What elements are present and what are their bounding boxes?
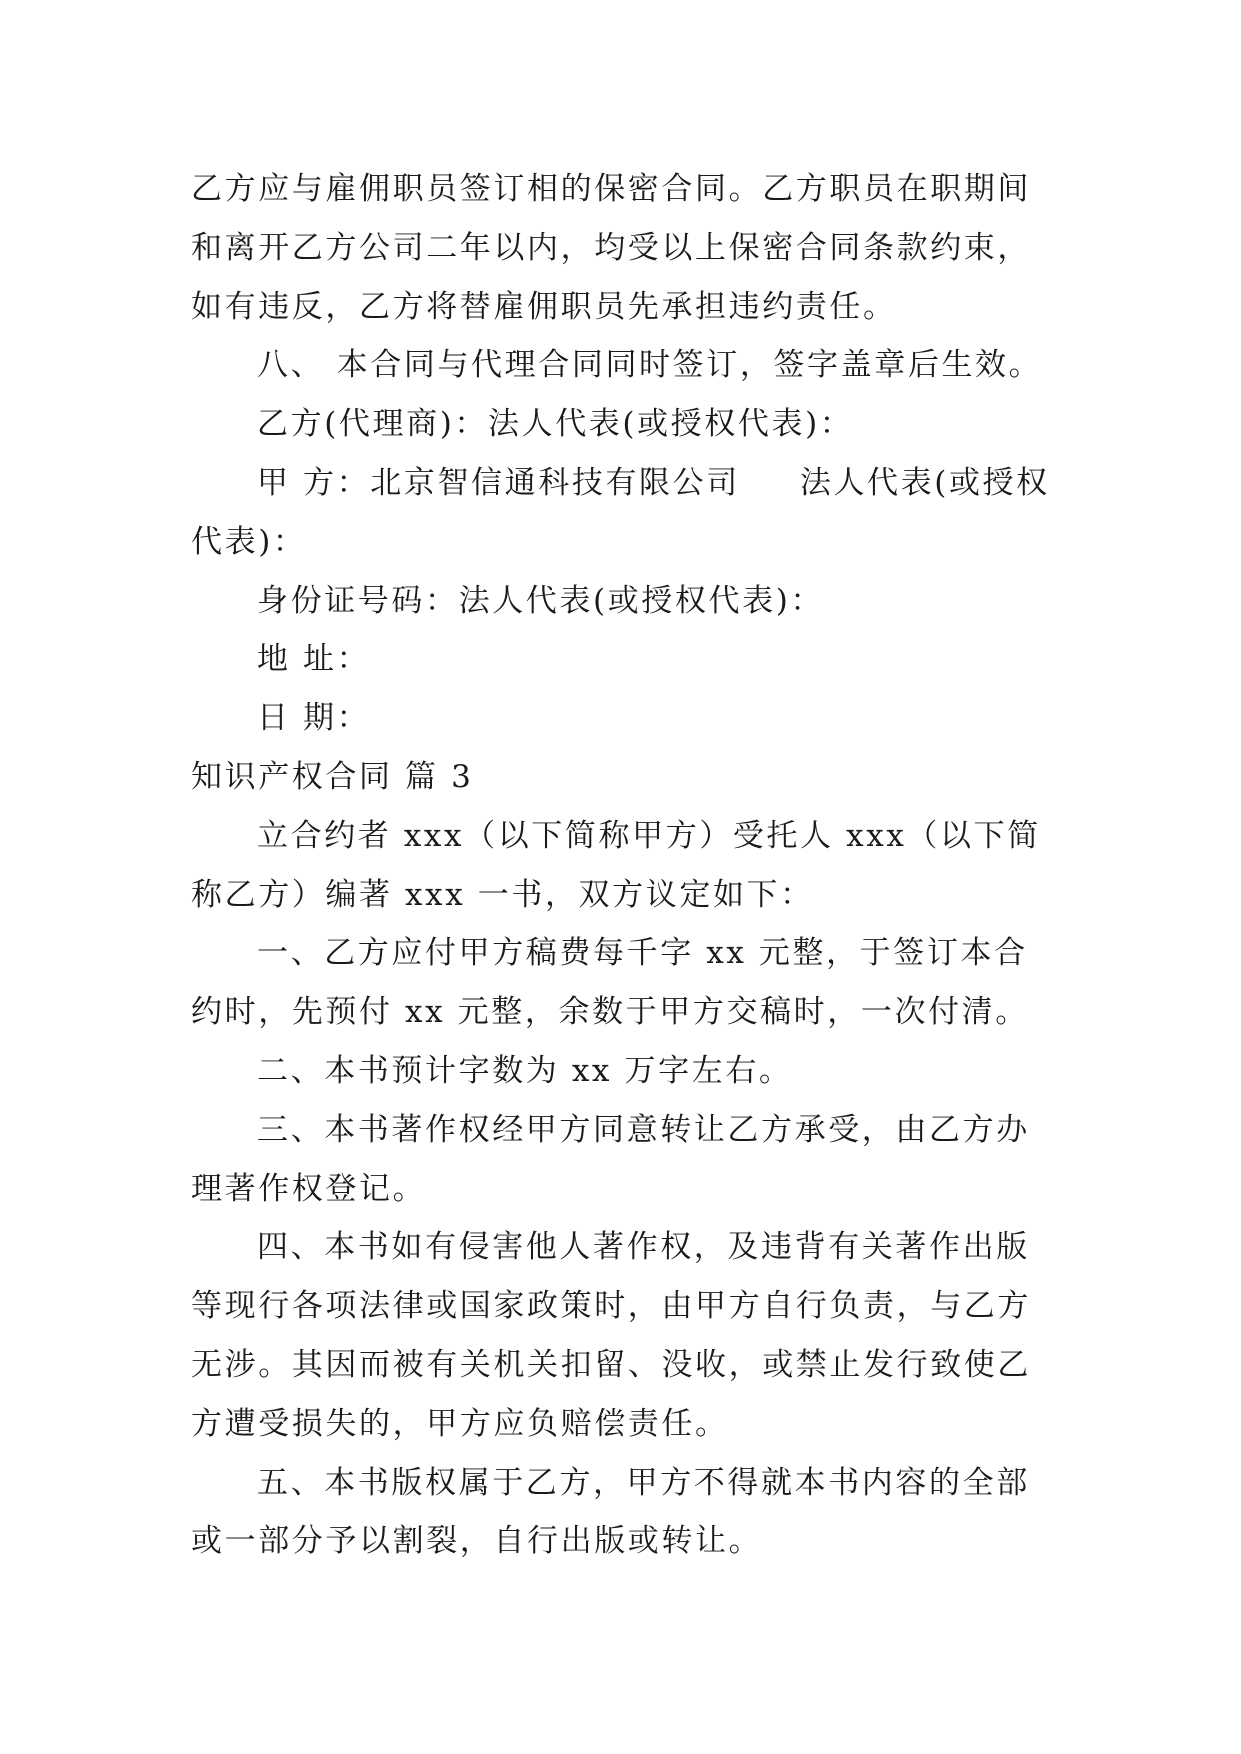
id-number-line: 身份证号码：法人代表(或授权代表)： bbox=[257, 582, 824, 619]
party-a-signature-line bbox=[191, 454, 1051, 572]
clause-three: 三、本书著作权经甲方同意转让乙方承受，由乙方办理著作权登记。 bbox=[191, 1111, 1030, 1207]
address-line: 地 址： bbox=[257, 641, 371, 678]
paragraph-confidentiality: 乙方应与雇佣职员签订相的保密合同。乙方职员在职期间和离开乙方公司二年以内，均受以上保密合同条款约束，如有违反，乙方将替雇佣职员先承担违约责任。 bbox=[191, 171, 1031, 325]
party-a-name: 甲 方：北京智信通科技有限公司 bbox=[257, 464, 740, 501]
party-b-signature-line: 乙方(代理商)：法人代表(或授权代表)： bbox=[257, 406, 854, 443]
clause-eight: 八、 本合同与代理合同同时签订，签字盖章后生效。 bbox=[257, 347, 1043, 384]
document-page bbox=[191, 160, 1051, 1571]
clause-one: 一、乙方应付甲方稿费每千字 xx 元整，于签订本合约时，先预付 xx 元整，余数于甲方交稿时，一次付清。 bbox=[191, 935, 1029, 1031]
section-heading: 知识产权合同 篇 3 bbox=[191, 758, 474, 795]
party-a-representative: 法人代表(或授权代表)： bbox=[191, 464, 1050, 560]
date-line: 日 期： bbox=[257, 700, 371, 737]
clause-four: 四、本书如有侵害他人著作权，及违背有关著作出版等现行各项法律或国家政策时，由甲方自行负责，与乙方无涉。其因而被有关机关扣留、没收，或禁止发行致使乙方遭受损失的，甲方应负赔偿责任。 bbox=[191, 1229, 1031, 1442]
clause-two: 二、本书预计字数为 xx 万字左右。 bbox=[257, 1052, 793, 1089]
preamble: 立合约者 xxx（以下简称甲方）受托人 xxx（以下简称乙方）编著 xxx 一书，双方议定如下： bbox=[191, 817, 1041, 913]
clause-five: 五、本书版权属于乙方，甲方不得就本书内容的全部或一部分予以割裂，自行出版或转让。 bbox=[191, 1464, 1030, 1560]
